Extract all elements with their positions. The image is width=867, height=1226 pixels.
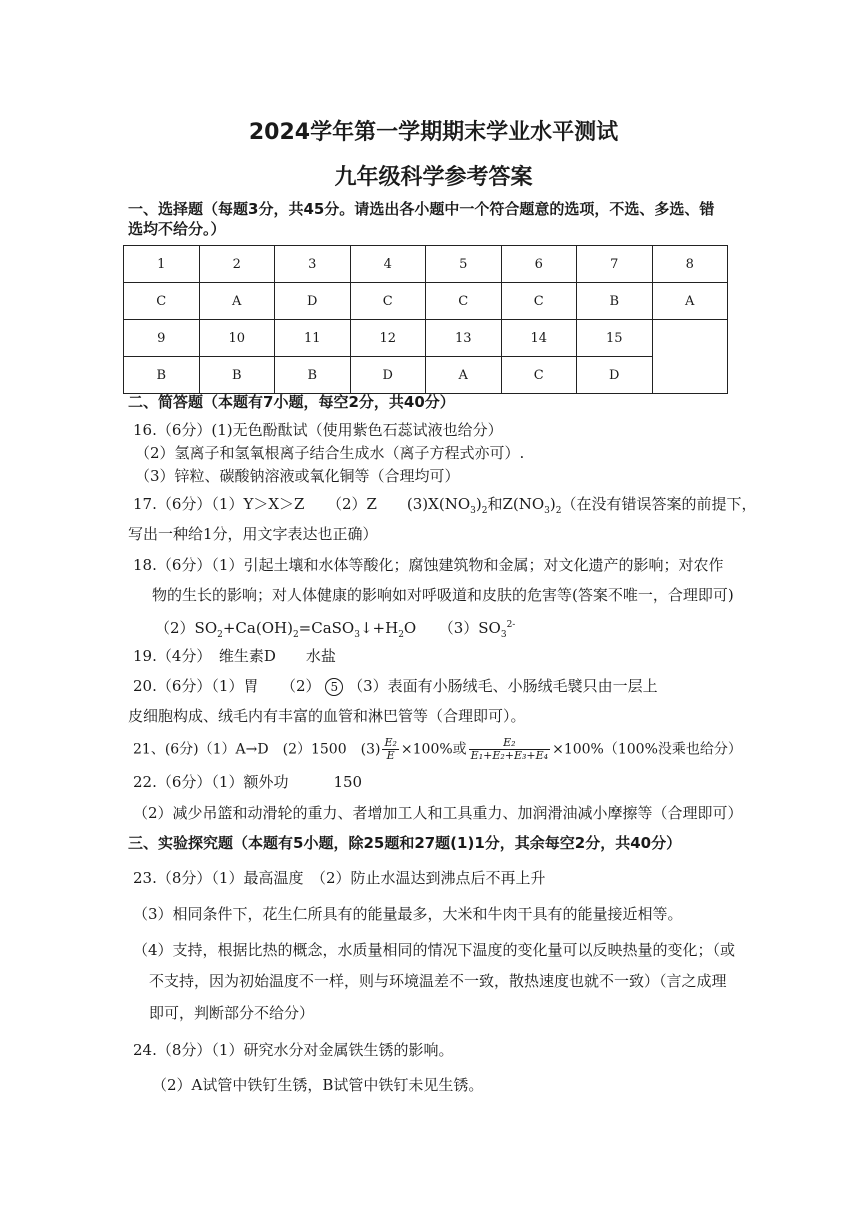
- table-cell-number: 9: [124, 320, 200, 357]
- q23-line1: 23.（8分）（1）最高温度 （2）防止水温达到沸点后不再上升: [133, 869, 546, 887]
- table-cell-answer: C: [426, 283, 502, 320]
- section3-heading: 三、实验探究题（本题有5小题，除25题和27题(1)1分，其余每空2分，共40分）: [128, 834, 682, 852]
- table-cell-number: 4: [350, 246, 426, 283]
- table-cell-answer: B: [275, 357, 351, 394]
- q16-line1: 16.（6分）(1)无色酚酞试（使用紫色石蕊试液也给分）: [133, 421, 503, 439]
- q21-text-a: 21、(6分)（1）A→D (2）1500 (3): [133, 741, 381, 758]
- table-row: [124, 246, 728, 283]
- q23-line4c: 即可，判断部分不给分）: [149, 1004, 315, 1022]
- section1-heading-line1: 一、选择题（每题3分，共45分。请选出各小题中一个符合题意的选项，不选、多选、错: [128, 200, 715, 218]
- section2-heading: 二、简答题（本题有7小题，每空2分，共40分）: [128, 393, 455, 411]
- table-row: [124, 320, 728, 357]
- table-cell-number: 12: [350, 320, 426, 357]
- table-cell-answer: C: [501, 357, 577, 394]
- subscript: 2: [555, 506, 562, 516]
- table-cell-number: 10: [199, 320, 275, 357]
- table-cell-answer: D: [577, 357, 653, 394]
- q18-line3: [155, 615, 515, 645]
- q18-line1: 18.（6分）（1）引起土壤和水体等酸化；腐蚀建筑物和金属；对文化遗产的影响；对农作: [133, 556, 724, 574]
- q20-text-a: 20.（6分）（1）胃 （2）: [133, 677, 321, 695]
- table-cell-number: 7: [577, 246, 653, 283]
- table-cell-number: 6: [501, 246, 577, 283]
- table-cell-number: 15: [577, 320, 653, 357]
- table-cell-answer: A: [426, 357, 502, 394]
- q17-text-c: 和Z(NO: [487, 495, 545, 513]
- table-cell-answer: A: [652, 283, 728, 320]
- q20-text-b: （3）表面有小肠绒毛、小肠绒毛襞只由一层上: [348, 677, 658, 695]
- fraction-denominator: E₁+E₂+E₃+E₄: [470, 749, 549, 762]
- superscript: 2-: [506, 620, 516, 630]
- fraction-numerator: E₂: [469, 737, 550, 750]
- table-cell-answer: D: [350, 357, 426, 394]
- table-cell-empty: [652, 320, 728, 394]
- circled-number: 5: [325, 678, 343, 696]
- table-cell-answer: C: [350, 283, 426, 320]
- q17-line1: [133, 494, 757, 521]
- q23-line4a: （4）支持，根据比热的概念，水质量相同的情况下温度的变化量可以反映热量的变化；（或: [133, 941, 736, 959]
- subscript: 2: [292, 630, 299, 640]
- q18-text-e: O （3）SO: [403, 619, 501, 637]
- table-cell-answer: B: [199, 357, 275, 394]
- table-cell-answer: C: [124, 283, 200, 320]
- fraction-numerator: E₂: [384, 736, 397, 749]
- section1-heading-line2: 选均不给分。）: [128, 220, 226, 238]
- q23-line4b: 不支持，因为初始温度不一样，则与环境温差不一致，散热速度也就不一致）（言之成理: [149, 972, 727, 990]
- table-cell-answer: A: [199, 283, 275, 320]
- q17-text-b: ): [475, 495, 482, 513]
- q18-text-c: =CaSO: [298, 619, 355, 637]
- q16-line2: （2）氢离子和氢氧根离子结合生成水（离子方程式亦可）.: [135, 444, 525, 462]
- q21-text-c: ×100%（100%没乘也给分）: [552, 741, 742, 758]
- table-cell-answer: C: [501, 283, 577, 320]
- efficiency-fraction: [382, 737, 398, 762]
- page-title: 2024学年第一学期期末学业水平测试: [248, 120, 619, 145]
- efficiency-fraction-expanded: [469, 737, 550, 762]
- q20-line1: [133, 676, 658, 696]
- subscript: 3: [544, 506, 550, 516]
- q20-line2: 皮细胞构成、绒毛内有丰富的血管和淋巴管等（合理即可）。: [128, 707, 526, 725]
- q17-text-d: ): [549, 495, 556, 513]
- q18-text-a: （2）SO: [155, 619, 218, 637]
- q18-text-b: +Ca(OH): [222, 619, 293, 637]
- table-cell-answer: D: [275, 283, 351, 320]
- subscript: 2: [398, 630, 404, 640]
- q21-text-b: ×100%或: [400, 741, 467, 758]
- q18-text-d: ↓+H: [359, 619, 399, 637]
- q24-line1: 24.（8分）（1）研究水分对金属铁生锈的影响。: [133, 1041, 454, 1059]
- table-cell-number: 14: [501, 320, 577, 357]
- q17-text-a: 17.（6分）（1）Y＞X＞Z （2）Z (3)X(NO: [133, 495, 471, 513]
- q22-line1: 22.（6分）（1）额外功 150: [133, 773, 363, 791]
- page-subtitle: 九年级科学参考答案: [334, 165, 533, 190]
- table-cell-number: 8: [652, 246, 728, 283]
- table-cell-answer: B: [577, 283, 653, 320]
- table-cell-number: 5: [426, 246, 502, 283]
- table-cell-number: 13: [426, 320, 502, 357]
- table-cell-number: 3: [275, 246, 351, 283]
- q21-line: [133, 737, 742, 762]
- subscript: 2: [217, 630, 223, 640]
- table-row: [124, 283, 728, 320]
- table-row: [124, 357, 728, 394]
- q16-line3: （3）锌粒、碳酸钠溶液或氧化铜等（合理均可）: [135, 467, 460, 485]
- fraction-denominator: E: [386, 749, 395, 762]
- table-cell-number: 1: [124, 246, 200, 283]
- table-cell-number: 2: [199, 246, 275, 283]
- q24-line2: （2）A试管中铁钉生锈，B试管中铁钉未见生锈。: [152, 1076, 484, 1094]
- answer-table: [123, 245, 728, 394]
- q17-text-e: （在没有错误答案的前提下，: [561, 495, 757, 513]
- subscript: 2: [481, 506, 488, 516]
- q17-line2: 写出一种给1分，用文字表达也正确）: [128, 525, 378, 543]
- subscript: 3: [354, 630, 360, 640]
- q22-line2: （2）减少吊篮和动滑轮的重力、者增加工人和工具重力、加润滑油减小摩擦等（合理即可）: [133, 804, 743, 822]
- q23-line3: （3）相同条件下，花生仁所具有的能量最多，大米和牛肉干具有的能量接近相等。: [133, 905, 683, 923]
- table-cell-number: 11: [275, 320, 351, 357]
- subscript: 3: [470, 506, 476, 516]
- table-cell-answer: B: [124, 357, 200, 394]
- subscript: 3: [500, 630, 507, 640]
- q18-line2: 物的生长的影响；对人体健康的影响如对呼吸道和皮肤的危害等(答案不唯一，合理即可): [152, 586, 734, 604]
- q19-line: 19.（4分） 维生素D 水盐: [133, 647, 336, 665]
